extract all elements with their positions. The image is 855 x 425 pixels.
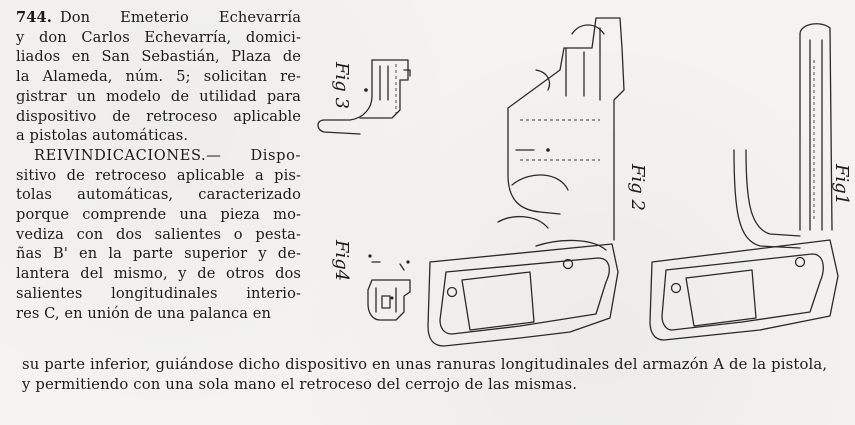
text-line-wide: y permitiendo con una sola mano el retroceso del cerrojo de las mismas. [22, 376, 578, 393]
text-line: res C, en unión de una palanca en [16, 304, 272, 322]
entry-number: 744. [16, 9, 52, 26]
text-line: ñas B' en la parte superior y de- [16, 245, 301, 263]
fig1-label: Fig1 [831, 164, 852, 206]
fig4-label: Fig4 [331, 240, 352, 282]
fig4-drawing [368, 254, 410, 320]
text-line: la Alameda, núm. 5; solicitan re- [16, 68, 301, 86]
text-line: salientes longitudinales interio- [16, 284, 301, 302]
text-line: sitivo de retroceso aplicable a pis- [16, 166, 301, 184]
fig1-drawing [650, 24, 838, 340]
text-line: liados en San Sebastián, Plaza de [16, 48, 301, 66]
fig2-drawing [428, 18, 624, 346]
fig3-label: Fig 3 [331, 62, 352, 109]
text-line: tolas automáticas, caracterizado [16, 186, 301, 204]
text-line: vediza con dos salientes o pesta- [16, 225, 301, 243]
fig2-label: Fig 2 [627, 164, 648, 211]
claims-heading-line: REIVINDICACIONES.— Dispo- [34, 146, 301, 164]
text-line: porque comprende una pieza mo- [16, 206, 301, 224]
text-line: a pistolas automáticas. [16, 127, 189, 145]
text-line: lantera del mismo, y de otros dos [16, 265, 301, 283]
text-line: 744. Don Emeterio Echevarría [16, 9, 301, 26]
text-line: dispositivo de retroceso aplicable [16, 107, 301, 125]
text-line: gistrar un modelo de utilidad para [16, 87, 301, 105]
text-line-wide: su parte inferior, guiándose dicho dispositivo en unas ranuras longitudinales del armazón A de la pistola, [22, 356, 828, 373]
text-line: y don Carlos Echevarría, domici- [16, 28, 301, 46]
